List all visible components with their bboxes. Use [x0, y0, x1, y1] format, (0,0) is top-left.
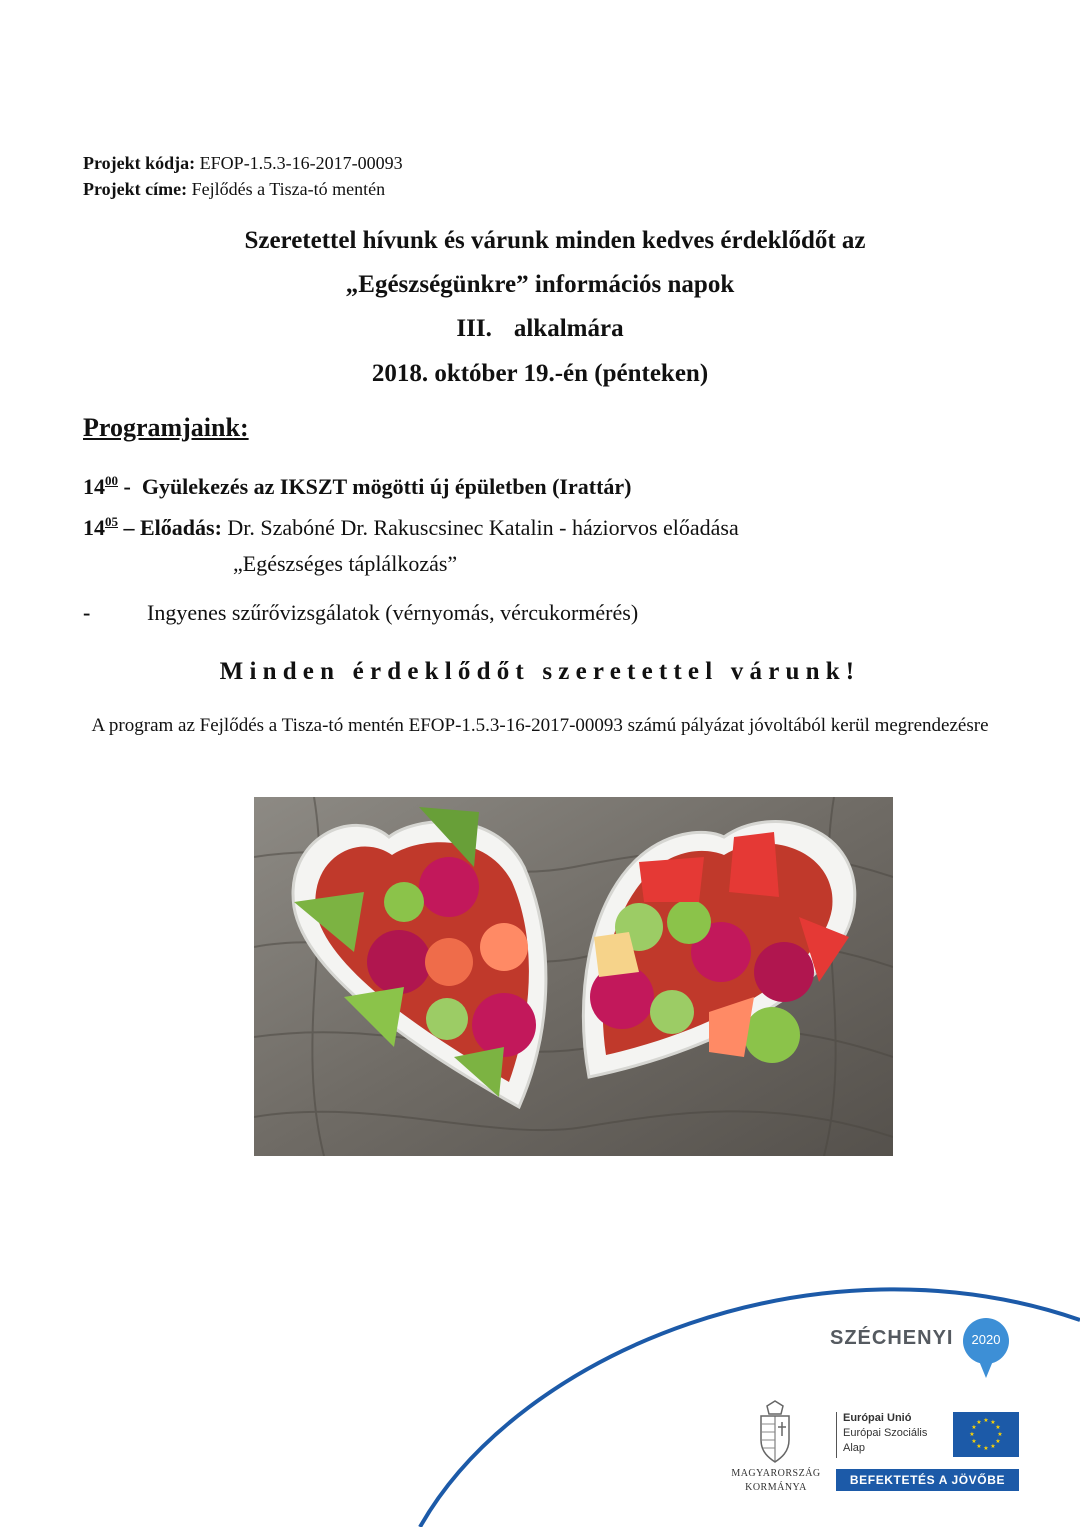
- occasion-text: alkalmára: [513, 315, 624, 342]
- project-title-line: [83, 178, 385, 200]
- project-title-label: Projekt címe:: [83, 179, 188, 199]
- project-title-value: Fejlődés a Tisza-tó mentén: [191, 179, 386, 199]
- eu-fund-text: [843, 1411, 927, 1456]
- gov-line-2: KORMÁNYA: [745, 1482, 807, 1493]
- project-code-value: EFOP-1.5.3-16-2017-00093: [199, 153, 403, 173]
- government-label: [724, 1467, 828, 1495]
- gov-line-1: MAGYARORSZÁG: [731, 1468, 821, 1479]
- occasion-number: III.: [456, 315, 492, 342]
- eu-divider: [836, 1412, 837, 1458]
- eu-line-3: Alap: [843, 1442, 866, 1454]
- pin-tail-icon: [977, 1356, 995, 1378]
- program-item-screening: [83, 599, 638, 627]
- svg-text:★: ★: [971, 1424, 977, 1431]
- invitation-line-3: [0, 314, 1080, 344]
- project-code-line: [83, 152, 403, 174]
- list-dash: -: [83, 600, 91, 625]
- svg-text:★: ★: [976, 1443, 982, 1450]
- program-text: Gyülekezés az IKSZT mögötti új épületben (Irattár): [141, 474, 632, 499]
- svg-text:★: ★: [995, 1438, 1001, 1445]
- svg-text:★: ★: [976, 1419, 982, 1426]
- program-label: Előadás:: [140, 515, 222, 540]
- program-minute: 00: [105, 473, 118, 488]
- program-separator: -: [118, 474, 142, 499]
- program-item-gathering: [83, 467, 632, 501]
- program-item-lecture: [83, 508, 739, 542]
- program-separator: –: [118, 515, 140, 540]
- closing-invitation: Minden érdeklődőt szeretettel várunk!: [219, 658, 861, 685]
- invest-in-future-banner: BEFEKTETÉS A JÖVŐBE: [836, 1469, 1019, 1491]
- szechenyi-2020-logo: [830, 1327, 953, 1350]
- event-date: 2018. október 19.-én (pénteken): [371, 360, 709, 387]
- project-code-label: Projekt kódja:: [83, 153, 196, 173]
- fruit-bowls-photo: [254, 797, 893, 1156]
- svg-text:★: ★: [990, 1443, 996, 1450]
- svg-text:★: ★: [983, 1417, 989, 1424]
- program-hour: 14: [83, 474, 105, 499]
- szechenyi-wordmark: SZÉCHENYI: [830, 1327, 954, 1349]
- eu-flag-icon: [953, 1412, 1019, 1457]
- svg-text:★: ★: [983, 1445, 989, 1452]
- lecture-title: „Egészséges táplálkozás”: [233, 551, 458, 576]
- programs-heading: Programjaink:: [83, 413, 249, 442]
- svg-text:★: ★: [990, 1419, 996, 1426]
- svg-text:★: ★: [997, 1431, 1003, 1438]
- program-minute: 05: [105, 514, 118, 529]
- svg-text:★: ★: [995, 1424, 1001, 1431]
- invitation-line-2: „Egészségünkre” információs napok: [345, 271, 735, 298]
- screening-text: Ingyenes szűrővizsgálatok (vérnyomás, vércukormérés): [147, 600, 639, 625]
- invitation-line-1: Szeretettel hívunk és várunk minden kedves érdeklődőt az: [244, 227, 866, 254]
- funding-note: A program az Fejlődés a Tisza-tó mentén EFOP-1.5.3-16-2017-00093 számú pályázat jóvoltából kerül megrendezésre: [91, 715, 989, 736]
- program-text: Dr. Szabóné Dr. Rakuscsinec Katalin - háziorvos előadása: [221, 515, 739, 540]
- hungarian-coat-of-arms-icon: [755, 1400, 795, 1464]
- svg-text:★: ★: [971, 1438, 977, 1445]
- szechenyi-year: 2020: [971, 1332, 1001, 1347]
- svg-text:★: ★: [969, 1431, 975, 1438]
- program-hour: 14: [83, 515, 105, 540]
- eu-line-1: Európai Unió: [843, 1412, 912, 1424]
- eu-line-2: Európai Szociális: [843, 1427, 928, 1439]
